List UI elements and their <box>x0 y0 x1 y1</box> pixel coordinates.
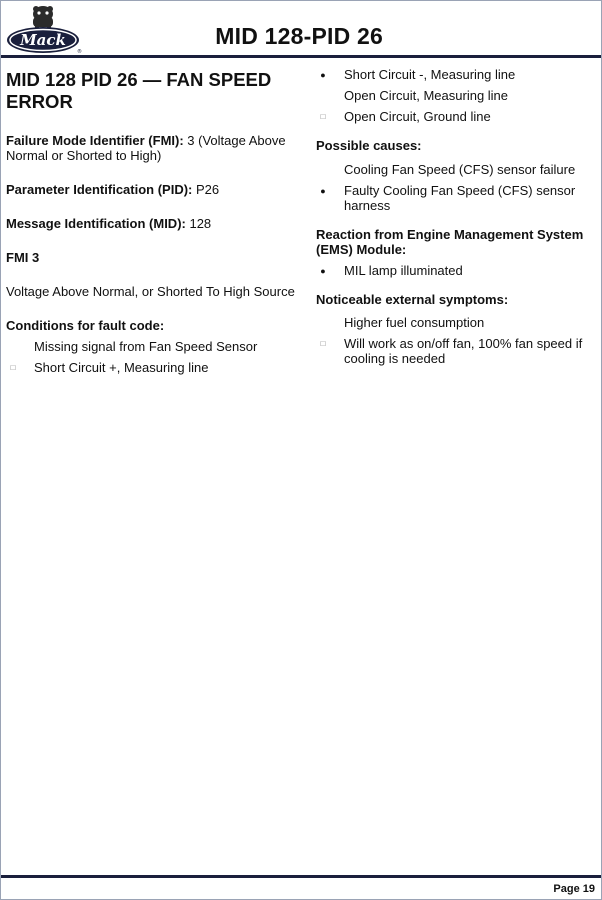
fmi-description: Voltage Above Normal, or Shorted To High Source <box>6 284 295 299</box>
mid-line <box>6 216 296 231</box>
causes-list <box>316 162 596 213</box>
pid-label: Parameter Identification (PID): <box>6 182 193 197</box>
reaction-list <box>316 263 596 278</box>
svg-text:®: ® <box>77 49 82 55</box>
pid-value: P26 <box>192 182 220 197</box>
symptoms-heading: Noticeable external symptoms: <box>316 292 509 307</box>
logo-wordmark: Mack <box>20 31 66 49</box>
list-item <box>316 263 596 278</box>
right-column <box>316 67 596 378</box>
list-item-text: Cooling Fan Speed (CFS) sensor failure <box>344 162 576 177</box>
page-number: Page 19 <box>553 883 595 895</box>
list-item-text: Will work as on/off fan, 100% fan speed if cooling is needed <box>344 336 583 366</box>
mack-logo <box>5 3 85 55</box>
conditions-list <box>6 339 296 375</box>
list-item-text: Missing signal from Fan Speed Sensor <box>34 339 258 354</box>
list-item-text: Short Circuit +, Measuring line <box>34 360 209 375</box>
dot-bullet-icon <box>316 67 330 84</box>
causes-heading: Possible causes: <box>316 138 422 153</box>
list-item <box>6 339 296 354</box>
footer-rule <box>1 875 601 878</box>
conditions-heading: Conditions for fault code: <box>6 318 165 333</box>
list-item <box>6 360 296 375</box>
mid-value: 128 <box>185 216 212 231</box>
list-item <box>316 336 596 366</box>
page-title: MID 128-PID 26 <box>215 23 383 49</box>
pid-line <box>6 182 296 197</box>
fmi-heading: FMI 3 <box>6 250 40 265</box>
square-bullet-icon <box>6 360 20 377</box>
fmi-label: Failure Mode Identifier (FMI): <box>6 133 184 148</box>
reaction-heading: Reaction from Engine Management System (EMS) Module: <box>316 227 584 257</box>
list-item <box>316 162 596 177</box>
conditions-list-continued <box>316 67 596 124</box>
list-item <box>316 315 596 330</box>
square-bullet-icon <box>316 336 330 353</box>
list-item <box>316 67 596 82</box>
left-column <box>6 67 296 387</box>
section-title: MID 128 PID 26 — FAN SPEED ERROR <box>6 69 272 112</box>
dot-bullet-icon <box>316 263 330 280</box>
mid-label: Message Identification (MID): <box>6 216 186 231</box>
list-item <box>316 183 596 213</box>
list-item <box>316 109 596 124</box>
fmi-line <box>6 133 296 163</box>
page-header <box>1 1 601 57</box>
square-bullet-icon <box>316 109 330 126</box>
list-item-text: Faulty Cooling Fan Speed (CFS) sensor harness <box>344 183 576 213</box>
list-item-text: Open Circuit, Ground line <box>344 109 491 124</box>
list-item <box>316 88 596 103</box>
list-item-text: Short Circuit -, Measuring line <box>344 67 516 82</box>
list-item-text: Open Circuit, Measuring line <box>344 88 509 103</box>
dot-bullet-icon <box>316 183 330 200</box>
fmi-value: 3 (Voltage Above Normal or Shorted to High) <box>6 133 286 163</box>
list-item-text: Higher fuel consumption <box>344 315 485 330</box>
list-item-text: MIL lamp illuminated <box>344 263 463 278</box>
header-rule <box>1 55 601 58</box>
symptoms-list <box>316 315 596 366</box>
